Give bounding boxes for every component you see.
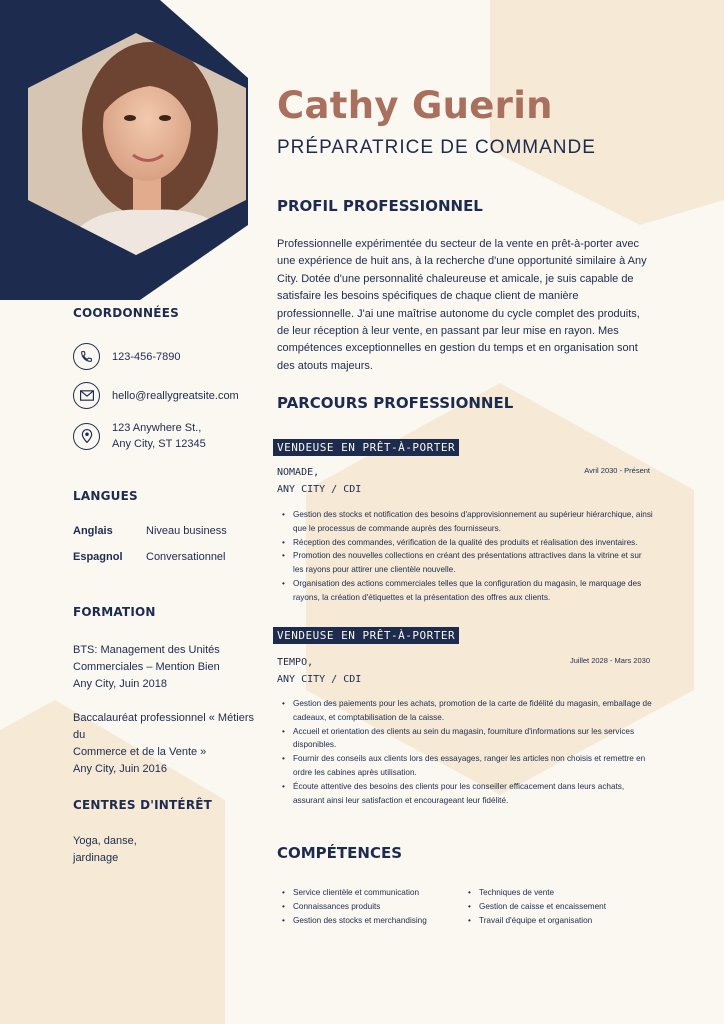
list-item: • Techniques de vente — [468, 886, 606, 900]
job-dates: Avril 2030 - Présent — [584, 466, 650, 475]
list-item: • Organisation des actions commerciales telles que la configuration du magasin, le marquage des rayons, la création d'étiquettes et la présentation des offres aux clients. — [282, 577, 654, 605]
list-item: • Promotion des nouvelles collections en créant des présentations attractives dans la vitrine et sur les rayons pour attirer une clientèle nouvelle. — [282, 549, 654, 577]
education-line: Any City, Juin 2016 — [73, 763, 167, 775]
education-item — [73, 710, 263, 778]
address-line-1: 123 Anywhere St., — [112, 422, 202, 434]
email-address[interactable]: hello@reallygreatsite.com — [112, 389, 239, 402]
profile-text: Professionnelle expérimentée du secteur de la vente en prêt-à-porter avec une expérience de huit ans, à la recherche d'une opportunité similaire à Any City. Dotée d'une personnalité chaleureuse et amicale, je suis capable de satisfaire les besoins spécifiques de chaque client de manière professionnelle. J'ai une maîtrise autonome du cycle complet des produits, de leur réception à leur vente, en passant par leur mise en rayon. Mes compétences exceptionnelles en gestion du temps et en organisation sont des atouts majeurs. — [277, 238, 647, 372]
education-line: Any City, Juin 2018 — [73, 678, 167, 690]
interests-line: jardinage — [73, 852, 119, 864]
job-company — [277, 654, 361, 688]
language-level: Conversationnel — [146, 551, 226, 563]
list-item: • Réception des commandes, vérification de la qualité des produits et réalisation des inventaires. — [282, 536, 654, 550]
mail-icon — [73, 382, 100, 409]
company-location: ANY CITY / CDI — [277, 484, 362, 495]
job-bullets — [282, 697, 654, 807]
skills-heading: COMPÉTENCES — [277, 844, 403, 862]
list-item: • Service clientèle et communication — [282, 886, 427, 900]
interests-heading: CENTRES D'INTÉRÊT — [73, 798, 213, 812]
company-location: ANY CITY / CDI — [277, 674, 362, 685]
language-level: Niveau business — [146, 525, 227, 537]
education-line: BTS: Management des Unités — [73, 644, 220, 656]
phone-icon — [73, 343, 100, 370]
languages-heading: LANGUES — [73, 489, 138, 503]
language-name: Espagnol — [73, 551, 123, 563]
list-item: • Fournir des conseils aux clients lors des essayages, ranger les articles non choisis et remettre en ordre les cabines après utilisation. — [282, 752, 654, 780]
job-role-badge: VENDEUSE EN PRÊT-À-PORTER — [273, 627, 459, 644]
phone-number: 123-456-7890 — [112, 350, 181, 363]
interests-text — [73, 833, 263, 867]
contact-phone — [73, 343, 181, 370]
experience-heading: PARCOURS PROFESSIONNEL — [277, 394, 514, 412]
interests-line: Yoga, danse, — [73, 835, 137, 847]
list-item: • Gestion des stocks et merchandising — [282, 914, 427, 928]
location-pin-icon — [73, 423, 100, 450]
job-bullets — [282, 508, 654, 605]
education-line: Baccalauréat professionnel « Métiers du — [73, 712, 254, 741]
list-item: • Connaissances produits — [282, 900, 427, 914]
education-item — [73, 642, 263, 693]
list-item: • Écoute attentive des besoins des clients pour les conseiller efficacement dans leurs achats, assurant ainsi leur satisfaction et encourageant leur fidélité. — [282, 780, 654, 808]
skills-list-1 — [282, 886, 427, 927]
language-name: Anglais — [73, 525, 113, 537]
company-name: NOMADE, — [277, 467, 320, 478]
education-line: Commerce et de la Vente » — [73, 746, 207, 758]
job-title: PRÉPARATRICE DE COMMANDE — [277, 137, 596, 158]
contact-email — [73, 382, 239, 409]
education-heading: FORMATION — [73, 605, 156, 619]
language-row — [73, 551, 226, 563]
address-line-2: Any City, ST 12345 — [112, 438, 206, 450]
skills-list-2 — [468, 886, 606, 927]
education-line: Commerciales – Mention Bien — [73, 661, 220, 673]
company-name: TEMPO, — [277, 657, 314, 668]
list-item: • Accueil et orientation des clients au sein du magasin, fourniture d'informations sur les services disponibles. — [282, 725, 654, 753]
job-dates: Juillet 2028 - Mars 2030 — [569, 656, 650, 665]
contact-address — [73, 420, 206, 452]
language-row — [73, 525, 227, 537]
list-item: • Gestion des paiements pour les achats, promotion de la carte de fidélité du magasin, emballage de cadeaux, et comptabilisation de la caisse. — [282, 697, 654, 725]
list-item: • Gestion des stocks et notification des besoins d'approvisionnement au supérieur hiérarchique, ainsi que le processus de commande auprès des fournisseurs. — [282, 508, 654, 536]
job-company — [277, 464, 361, 498]
contact-heading: COORDONNÉES — [73, 306, 179, 320]
list-item: • Gestion de caisse et encaissement — [468, 900, 606, 914]
list-item: • Travail d'équipe et organisation — [468, 914, 606, 928]
job-role-badge: VENDEUSE EN PRÊT-À-PORTER — [273, 439, 459, 456]
profile-photo-frame — [0, 0, 260, 300]
profile-heading: PROFIL PROFESSIONNEL — [277, 197, 483, 215]
candidate-name: Cathy Guerin — [277, 84, 553, 127]
